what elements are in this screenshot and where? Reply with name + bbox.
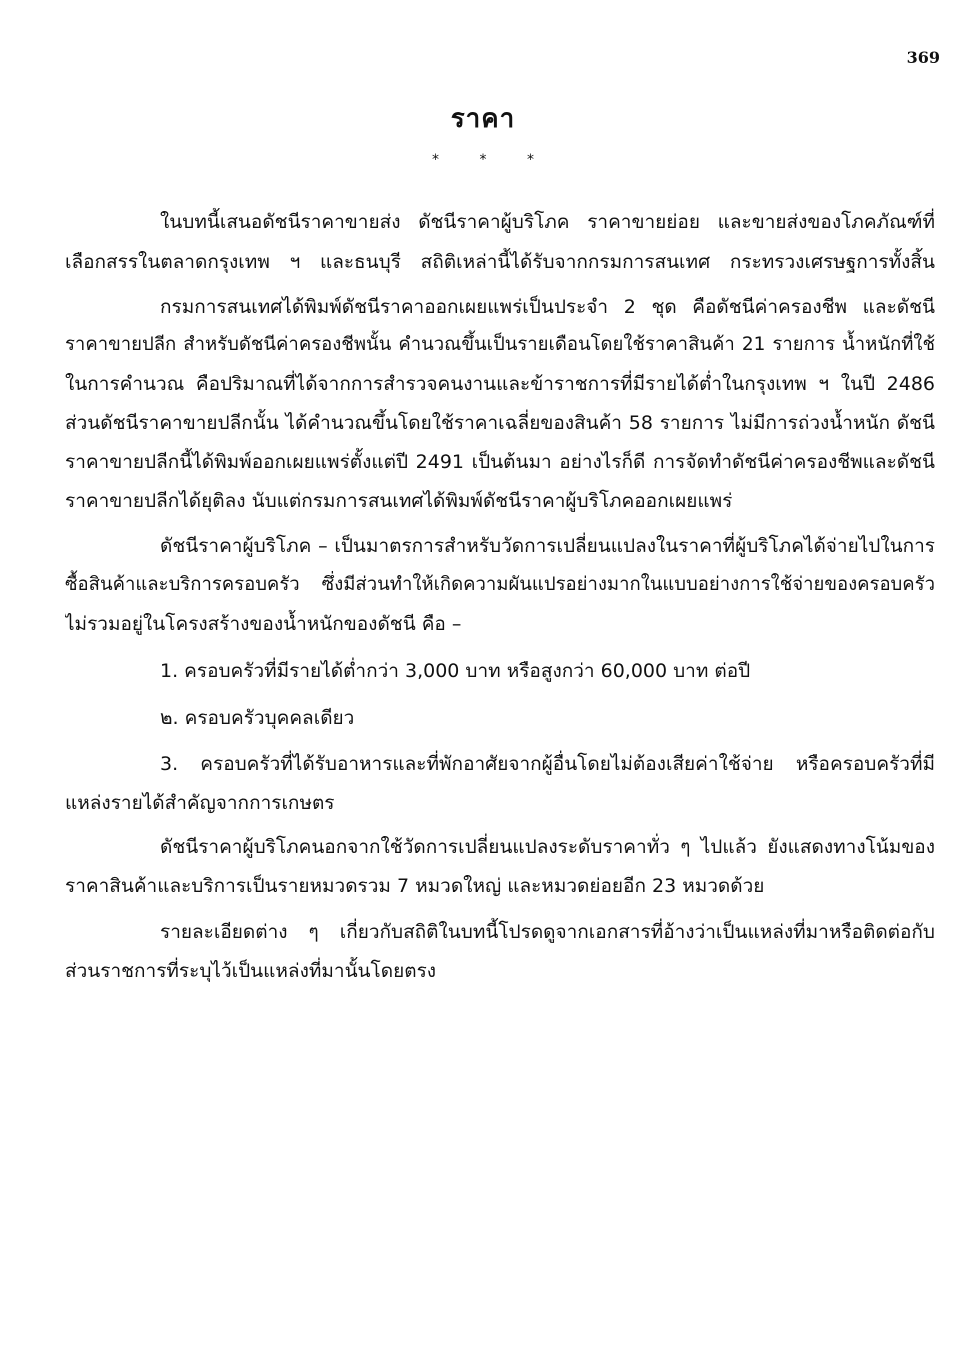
paragraph-2-line-2: ราคาขายปลีก สำหรับดัชนีค่าครองชีพนั้น คำนวณขึ้นเป็นรายเดือนโดยใช้ราคาสินค้า 21 รายการ น้ำหนักที่ใช้ (65, 334, 935, 355)
paragraph-5-line-2: ส่วนราชการที่ระบุไว้เป็นแหล่งที่มานั้นโดยตรง (65, 960, 437, 982)
title-ornament: * * * (432, 152, 552, 168)
paragraph-3-line-3: ไม่รวมอยู่ในโครงสร้างของน้ำหนักของดัชนี คือ – (65, 613, 462, 635)
paragraph-5-line-1: รายละเอียดต่าง ๆ เกี่ยวกับสถิติในบทนี้โปรดดูจากเอกสารที่อ้างว่าเป็นแหล่งที่มาหรือติดต่อกับ (160, 921, 935, 943)
list-item-2: ๒. ครอบครัวบุคคลเดียว (160, 707, 355, 729)
paragraph-4-line-2: ราคาสินค้าและบริการเป็นรายหมวดรวม 7 หมวดใหญ่ และหมวดย่อยอีก 23 หมวดด้วย (65, 875, 765, 897)
paragraph-3-line-2: ซื้อสินค้าและบริการครอบครัว ซึ่งมีส่วนทำให้เกิดความผันแปรอย่างมากในแบบอย่างการใช้จ่ายของครอบครัว (65, 574, 935, 595)
paragraph-2-line-3: ในการคำนวณ คือปริมาณที่ได้จากการสำรวจคนงานและข้าราชการที่มีรายได้ต่ำในกรุงเทพ ฯ ในปี 2486 (65, 373, 935, 395)
paragraph-2-line-1: กรมการสนเทศได้พิมพ์ดัชนีราคาออกเผยแพร่เป็นประจำ 2 ชุด คือดัชนีค่าครองชีพ และดัชนี (160, 296, 935, 318)
paragraph-3-line-1: ดัชนีราคาผู้บริโภค – เป็นมาตรการสำหรับวัดการเปลี่ยนแปลงในราคาที่ผู้บริโภคได้จ่ายไปในการ (160, 535, 935, 557)
page-number: 369 (906, 48, 940, 67)
list-item-3-line-1: 3. ครอบครัวที่ได้รับอาหารและที่พักอาศัยจากผู้อื่นโดยไม่ต้องเสียค่าใช้จ่าย หรือครอบครัวที่มี (160, 753, 935, 775)
paragraph-1-line-2: เลือกสรรในตลาดกรุงเทพ ฯ และธนบุรี สถิติเหล่านี้ได้รับจากกรมการสนเทศ กระทรวงเศรษฐการทั้งสิ้น (65, 251, 935, 273)
paragraph-2-line-4: ส่วนดัชนีราคาขายปลีกนั้น ได้คำนวณขึ้นโดยใช้ราคาเฉลี่ยของสินค้า 58 รายการ ไม่มีการถ่วงน้ำหนัก ดัชนี (65, 412, 935, 434)
paragraph-2-line-6: ราคาขายปลีกได้ยุติลง นับแต่กรมการสนเทศได้พิมพ์ดัชนีราคาผู้บริโภคออกเผยแพร่ (65, 490, 733, 512)
paragraph-4-line-1: ดัชนีราคาผู้บริโภคนอกจากใช้วัดการเปลี่ยนแปลงระดับราคาทั่ว ๆ ไปแล้ว ยังแสดงทางโน้มของ (160, 836, 935, 858)
page-title: ราคา (450, 104, 516, 134)
list-item-3-line-2: แหล่งรายได้สำคัญจากการเกษตร (65, 792, 335, 814)
paragraph-1-line-1: ในบทนี้เสนอดัชนีราคาขายส่ง ดัชนีราคาผู้บริโภค ราคาขายย่อย และขายส่งของโภคภัณฑ์ที่ (160, 211, 935, 233)
list-item-1: 1. ครอบครัวที่มีรายได้ต่ำกว่า 3,000 บาท หรือสูงกว่า 60,000 บาท ต่อปี (160, 660, 751, 682)
paragraph-2-line-5: ราคาขายปลีกนี้ได้พิมพ์ออกเผยแพร่ตั้งแต่ปี 2491 เป็นต้นมา อย่างไรก็ดี การจัดทำดัชนีค่าครองชีพและดัชนี (65, 451, 935, 473)
